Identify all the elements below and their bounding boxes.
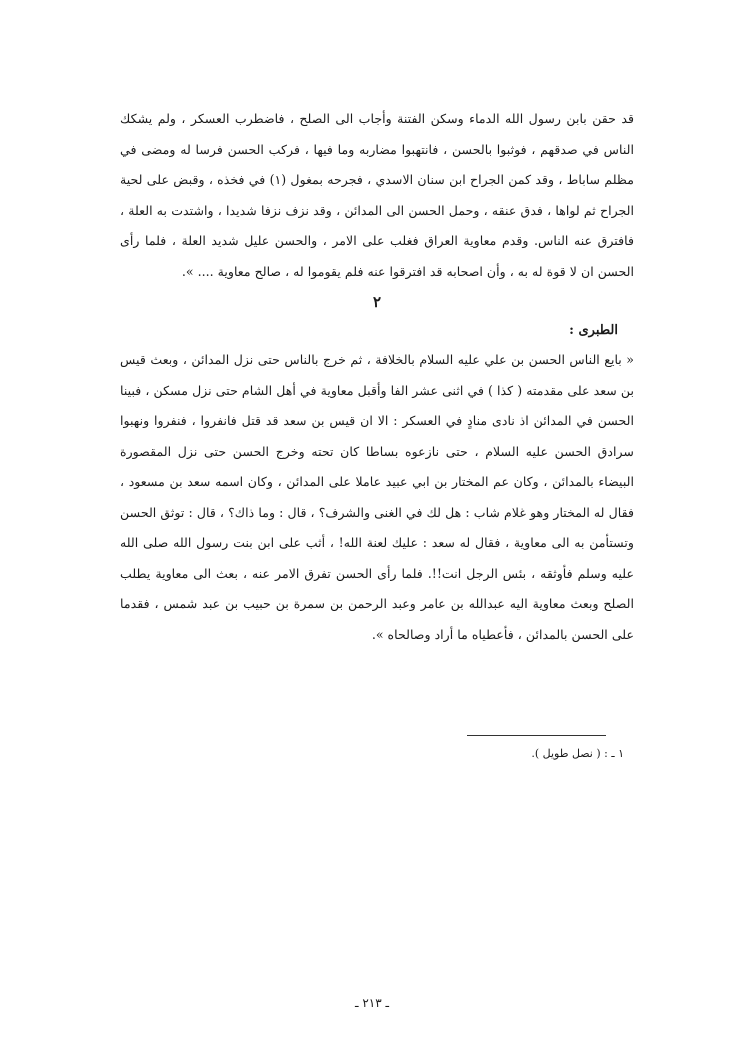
section-number: ٢ — [372, 293, 382, 311]
tabari-paragraph: « بايع الناس الحسن بن علي عليه السلام بالخلافة ، ثم خرج بالناس حتى نزل المدائن ، وبعث قيس بن سعد على مقدمته ( كذا ) في اثنى عشر الفا وأقبل معاوية في أهل الشام حتى نزل مسكن ، فبينا الحسن في المدائن اذ نادى منادٍ في العسكر : الا ان قيس بن سعد قد قتل فانفروا ، فنفروا ونهبوا سرادق الحسن عليه السلام ، حتى نازعوه بساطا كان تحته وخرج الحسن حتى نزل المقصورة البيضاء بالمدائن ، وكان عم المختار بن ابي عبيد عاملا على المدائن ، وكان اسمه سعد بن مسعود ، فقال له المختار وهو غلام شاب : هل لك في الغنى والشرف؟ ، قال : وما ذاك؟ ، قال : توثق الحسن وتستأمن به الى معاوية ، فقال له سعد : عليك لعنة الله! ، أثب على ابن بنت رسول الله صلى الله عليه وسلم فأوثقه ، بئس الرجل انت!!. فلما رأى الحسن تفرق الامر عنه ، بعث الى معاوية يطلب الصلح وبعث معاوية اليه عبدالله بن عامر وعبد الرحمن بن سمرة بن حبيب بن عبد شمس ، فقدما على الحسن بالمدائن ، فأعطياه ما أراد وصالحاه ». — [120, 352, 634, 642]
footnote-divider — [467, 735, 606, 736]
opening-paragraph: قد حقن بابن رسول الله الدماء وسكن الفتنة وأجاب الى الصلح ، فاضطرب العسكر ، ولم يشكك الناس في صدقهم ، فوثبوا بالحسن ، فانتهبوا مضاربه وما فيها ، فركب الحسن فرسا له ومضى في مظلم ساباط ، وقد كمن الجراح ابن سنان الاسدي ، فجرحه بمغول (١) في فخذه ، وقبض على لحية الجراح ثم لواها ، فدق عنقه ، وحمل الحسن الى المدائن ، وقد نزف نزفا شديدا ، واشتدت به العلة ، فافترق عنه الناس. وقدم معاوية العراق فغلب على الامر ، والحسن عليل شديد العلة ، فلما رأى الحسن ان لا قوة له به ، وأن اصحابه قد افترقوا عنه فلم يقوموا له ، صالح معاوية .... ». — [120, 111, 634, 279]
page-number: ـ ٢١٣ ـ — [354, 996, 390, 1010]
section-heading: الطبرى : — [569, 323, 618, 338]
footnote: ١ ـ : ( نصل طويل ). — [531, 747, 624, 760]
page-body — [120, 104, 634, 650]
